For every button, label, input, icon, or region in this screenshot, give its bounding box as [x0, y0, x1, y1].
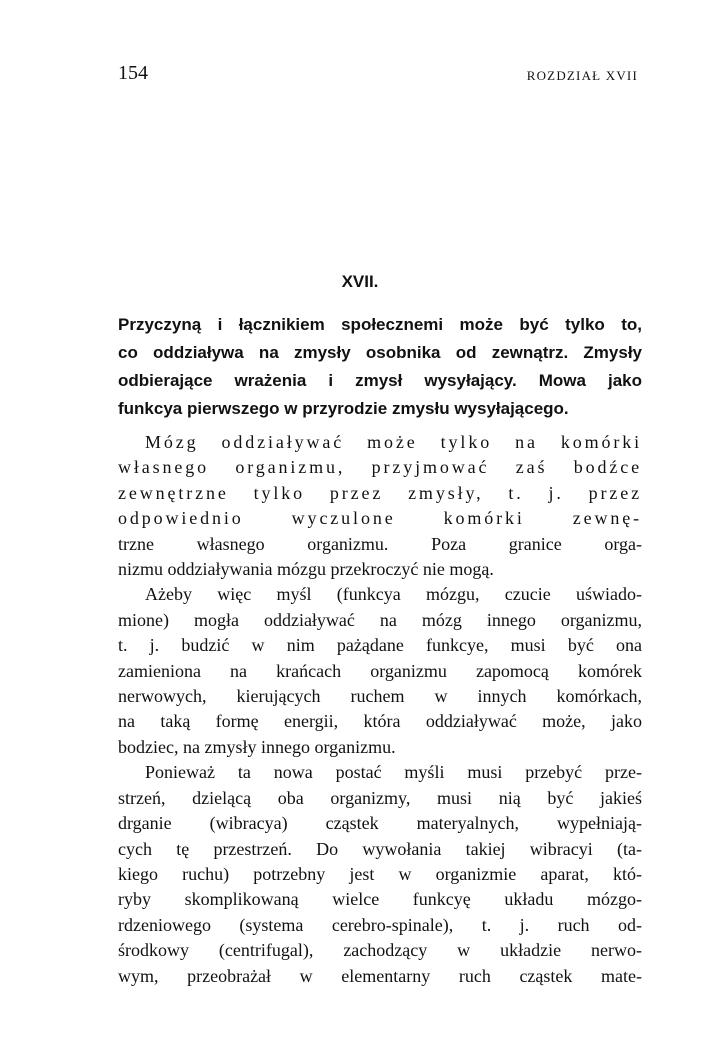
paragraph-line: strzeń, dzielącą oba organizmy, musi nią być jakieś — [118, 787, 642, 808]
paragraph-line: rdzeniowego (systema cerebro-spinale), t. j. ruch od- — [118, 914, 642, 935]
paragraph-line: mione) mogła oddziaływać na mózg innego organizmu, — [118, 609, 642, 630]
paragraph-line: cych tę przestrzeń. Do wywołania takiej wibracyi (ta- — [118, 838, 642, 859]
paragraph-line: bodziec, na zmysły innego organizmu. — [118, 736, 396, 757]
paragraph-line: zamieniona na krańcach organizmu zapomocą komórek — [118, 660, 642, 681]
paragraph-line: własnego organizmu, przyjmować zaś bodźce — [118, 457, 642, 478]
running-head: ROZDZIAŁ XVII — [526, 68, 638, 83]
paragraph-line: ryby skomplikowaną wielce funkcyę układu mózgo- — [118, 889, 642, 910]
summary-line: odbierające wrażenia i zmysł wysyłający. Mowa jako — [118, 371, 642, 390]
paragraph-line: nizmu oddziaływania mózgu przekroczyć nie mogą. — [118, 559, 494, 580]
paragraph-line: środkowy (centrifugal), zachodzący w układzie nerwo- — [118, 940, 642, 961]
paragraph-line: nerwowych, kierujących ruchem w innych komórkach, — [118, 686, 642, 707]
page-number: 154 — [118, 62, 148, 84]
summary-line: Przyczyną i łącznikiem społecznemi może być tylko to, — [118, 315, 642, 334]
paragraph-line: Ażeby więc myśl (funkcya mózgu, czucie uświado- — [145, 584, 642, 605]
page-header — [118, 62, 638, 92]
paragraph-line: trzne własnego organizmu. Poza granice orga- — [118, 533, 642, 554]
paragraph-line: odpowiednio wyczulone komórki zewnę- — [118, 508, 642, 529]
summary-line: funkcya pierwszego w przyrodzie zmysłu wysyłającego. — [118, 399, 569, 418]
paragraph-line: na taką formę energii, która oddziaływać może, jako — [118, 711, 642, 732]
paragraph-line: kiego ruchu) potrzebny jest w organizmie aparat, któ- — [118, 863, 642, 884]
paragraph-line: wym, przeobrażał w elementarny ruch cząstek mate- — [118, 965, 642, 986]
paragraph-line: zewnętrzne tylko przez zmysły, t. j. przez — [118, 482, 642, 503]
summary-line: co oddziaływa na zmysły osobnika od zewnątrz. Zmysły — [118, 343, 642, 362]
paragraph-line: Ponieważ ta nowa postać myśli musi przebyć prze- — [145, 762, 642, 783]
paragraph-line: drganie (wibracya) cząstek materyalnych, wypełniają- — [118, 813, 642, 834]
chapter-summary — [118, 311, 642, 423]
body-text — [118, 430, 642, 989]
paragraph-line: t. j. budzić w nim pażądane funkcye, musi być ona — [118, 635, 642, 656]
chapter-number: XVII. — [341, 272, 379, 291]
paragraph-line: Mózg oddziaływać może tylko na komórki — [145, 432, 642, 452]
